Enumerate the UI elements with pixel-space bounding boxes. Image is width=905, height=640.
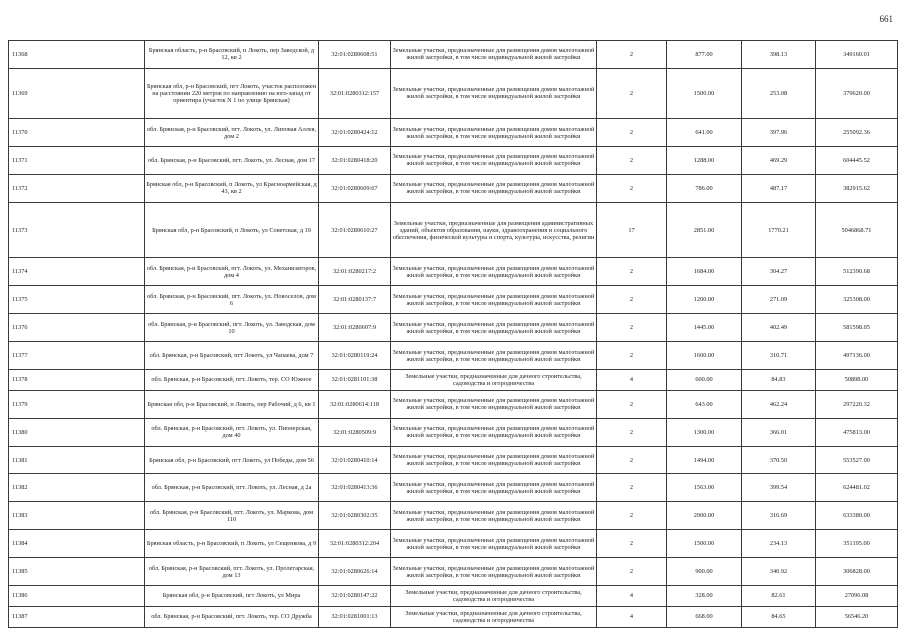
address-cell: Брянская область, р-н Брасовский, п Локоть, пер Заводской, д 12, кв 2	[145, 41, 319, 69]
address-cell: обл. Брянская, р-н Брасовский, пгт. Локоть, тер. СО Дружба	[145, 606, 319, 627]
cadastral-value-cell: 255092.36	[816, 119, 898, 147]
address-cell: обл. Брянская, р-н Брасовский, пгт. Локоть, ул. Новоселов, дом 6	[145, 286, 319, 314]
use-code-cell: 2	[597, 390, 667, 418]
row-number: 11380	[9, 418, 145, 446]
cadastral-value-cell: 382915.62	[816, 174, 898, 202]
area-cell: 1300.00	[667, 418, 742, 446]
specific-value-cell: 1770.21	[742, 202, 816, 258]
address-cell: Брянская область, р-н Брасовский, п Локоть, ул Сещенкова, д 9	[145, 530, 319, 558]
cadastral-value-cell: 297220.32	[816, 390, 898, 418]
cadastral-value-cell: 512390.68	[816, 258, 898, 286]
land-use-cell: Земельные участки, предназначенные для размещения домов малоэтажной жилой застройки, в том числе индивидуальной жилой застройки	[391, 390, 597, 418]
row-number: 11384	[9, 530, 145, 558]
address-cell: Брянская обл, р-н Брасовский, п Локоть, ул Красноармейская, д 43, кв 2	[145, 174, 319, 202]
area-cell: 2851.00	[667, 202, 742, 258]
address-cell: обл. Брянская, р-н Брасовский, пгт Локоть, ул Чапаева, дом 7	[145, 342, 319, 370]
area-cell: 1500.00	[667, 530, 742, 558]
cadastral-value-cell: 633380.00	[816, 502, 898, 530]
land-use-cell: Земельные участки, предназначенные для размещения домов малоэтажной жилой застройки, в том числе индивидуальной жилой застройки	[391, 68, 597, 118]
area-cell: 668.00	[667, 606, 742, 627]
use-code-cell: 17	[597, 202, 667, 258]
row-number: 11382	[9, 474, 145, 502]
row-number: 11377	[9, 342, 145, 370]
land-use-cell: Земельные участки, предназначенные для размещения домов малоэтажной жилой застройки, в том числе индивидуальной жилой застройки	[391, 530, 597, 558]
use-code-cell: 4	[597, 606, 667, 627]
table-row	[9, 202, 898, 258]
cadastral-number-cell: 32:01:0280217:2	[319, 258, 391, 286]
table-row	[9, 502, 898, 530]
area-cell: 1600.00	[667, 342, 742, 370]
use-code-cell: 4	[597, 369, 667, 390]
row-number: 11372	[9, 174, 145, 202]
cadastral-value-cell: 351195.00	[816, 530, 898, 558]
cadastral-number-cell: 32:01:0280312:204	[319, 530, 391, 558]
use-code-cell: 2	[597, 558, 667, 586]
cadastral-number-cell: 32:01:0280302:35	[319, 502, 391, 530]
address-cell: обл. Брянская, р-н Брасовский, пгт. Локоть, ул. Пролетарская, дом 13	[145, 558, 319, 586]
cadastral-number-cell: 32:01:0280614:118	[319, 390, 391, 418]
specific-value-cell: 84.65	[742, 606, 816, 627]
cadastral-number-cell: 32:01:0280119:24	[319, 342, 391, 370]
table-row	[9, 119, 898, 147]
table-row	[9, 342, 898, 370]
row-number: 11371	[9, 146, 145, 174]
address-cell: обл. Брянская, р-н Брасовский, пгт. Локоть, ул. Механизаторов, дом 4	[145, 258, 319, 286]
table-row	[9, 474, 898, 502]
area-cell: 2000.00	[667, 502, 742, 530]
specific-value-cell: 234.13	[742, 530, 816, 558]
cadastral-value-cell: 306828.00	[816, 558, 898, 586]
address-cell: обл. Брянская, р-н Брасовский, пгт. Локоть, ул. Пионерская, дом 40	[145, 418, 319, 446]
land-use-cell: Земельные участки, предназначенные для размещения домов малоэтажной жилой застройки, в том числе индивидуальной жилой застройки	[391, 41, 597, 69]
row-number: 11375	[9, 286, 145, 314]
land-use-cell: Земельные участки, предназначенные для размещения административных зданий, объектов образования, науки, здравоохранения и социального обеспечения, физической культуры и спорта, культуры, искусства, религии	[391, 202, 597, 258]
land-use-cell: Земельные участки, предназначенные для размещения домов малоэтажной жилой застройки, в том числе индивидуальной жилой застройки	[391, 418, 597, 446]
address-cell: обл. Брянская, р-н Брасовский, пгт. Локоть, ул. Лесная, д 2а	[145, 474, 319, 502]
cadastral-number-cell: 32:01:0280607:9	[319, 314, 391, 342]
use-code-cell: 2	[597, 446, 667, 474]
use-code-cell: 2	[597, 41, 667, 69]
cadastral-value-cell: 50898.00	[816, 369, 898, 390]
specific-value-cell: 462.24	[742, 390, 816, 418]
cadastral-number-cell: 32:01:0280147:22	[319, 585, 391, 606]
cadastral-number-cell: 32:01:0280413:36	[319, 474, 391, 502]
use-code-cell: 2	[597, 474, 667, 502]
area-cell: 600.00	[667, 369, 742, 390]
land-use-cell: Земельные участки, предназначенные для размещения домов малоэтажной жилой застройки, в том числе индивидуальной жилой застройки	[391, 258, 597, 286]
area-cell: 1200.00	[667, 286, 742, 314]
specific-value-cell: 304.27	[742, 258, 816, 286]
cadastral-number-cell: 32:01:0280608:51	[319, 41, 391, 69]
land-use-cell: Земельные участки, предназначенные для размещения домов малоэтажной жилой застройки, в том числе индивидуальной жилой застройки	[391, 174, 597, 202]
table-row	[9, 446, 898, 474]
table-row	[9, 286, 898, 314]
page-number: 661	[879, 14, 893, 24]
cadastral-number-cell: 32:01:0280418:20	[319, 146, 391, 174]
table-row	[9, 390, 898, 418]
table-row	[9, 258, 898, 286]
land-use-cell: Земельные участки, предназначенные для размещения домов малоэтажной жилой застройки, в том числе индивидуальной жилой застройки	[391, 286, 597, 314]
land-use-cell: Земельные участки, предназначенные для размещения домов малоэтажной жилой застройки, в том числе индивидуальной жилой застройки	[391, 146, 597, 174]
table-row	[9, 418, 898, 446]
area-cell: 1563.00	[667, 474, 742, 502]
use-code-cell: 2	[597, 68, 667, 118]
specific-value-cell: 310.71	[742, 342, 816, 370]
address-cell: обл. Брянская, р-н Брасовский, пгт. Локоть, тер. СО Южное	[145, 369, 319, 390]
row-number: 11374	[9, 258, 145, 286]
row-number: 11386	[9, 585, 145, 606]
land-use-cell: Земельные участки, предназначенные для дачного строительства, садоводства и огородничества	[391, 585, 597, 606]
use-code-cell: 2	[597, 174, 667, 202]
land-use-cell: Земельные участки, предназначенные для размещения домов малоэтажной жилой застройки, в том числе индивидуальной жилой застройки	[391, 314, 597, 342]
use-code-cell: 2	[597, 286, 667, 314]
cadastral-value-cell: 624481.02	[816, 474, 898, 502]
cadastral-value-cell: 497136.00	[816, 342, 898, 370]
row-number: 11373	[9, 202, 145, 258]
row-number: 11370	[9, 119, 145, 147]
row-number: 11379	[9, 390, 145, 418]
use-code-cell: 2	[597, 258, 667, 286]
use-code-cell: 2	[597, 119, 667, 147]
table-row	[9, 146, 898, 174]
row-number: 11385	[9, 558, 145, 586]
table-row	[9, 174, 898, 202]
row-number: 11383	[9, 502, 145, 530]
area-cell: 1494.00	[667, 446, 742, 474]
specific-value-cell: 316.69	[742, 502, 816, 530]
address-cell: Брянская обл, р-н Брасовский, п Локоть, пер Рабочий, д 6, кв 1	[145, 390, 319, 418]
land-use-cell: Земельные участки, предназначенные для размещения домов малоэтажной жилой застройки, в том числе индивидуальной жилой застройки	[391, 446, 597, 474]
cadastral-number-cell: 32:01:0281101:38	[319, 369, 391, 390]
cadastral-number-cell: 32:01:0280626:14	[319, 558, 391, 586]
area-cell: 1500.00	[667, 68, 742, 118]
row-number: 11381	[9, 446, 145, 474]
land-use-cell: Земельные участки, предназначенные для размещения домов малоэтажной жилой застройки, в том числе индивидуальной жилой застройки	[391, 474, 597, 502]
cadastral-value-cell: 56546.20	[816, 606, 898, 627]
specific-value-cell: 84.83	[742, 369, 816, 390]
cadastral-number-cell: 32:01:0280509:9	[319, 418, 391, 446]
area-cell: 641.00	[667, 119, 742, 147]
area-cell: 643.00	[667, 390, 742, 418]
specific-value-cell: 402.49	[742, 314, 816, 342]
row-number: 11378	[9, 369, 145, 390]
cadastral-value-cell: 349160.01	[816, 41, 898, 69]
specific-value-cell: 271.09	[742, 286, 816, 314]
specific-value-cell: 340.92	[742, 558, 816, 586]
cadastral-value-cell: 5046868.71	[816, 202, 898, 258]
use-code-cell: 4	[597, 585, 667, 606]
cadastral-number-cell: 32:01:0280610:27	[319, 202, 391, 258]
specific-value-cell: 399.54	[742, 474, 816, 502]
cadastral-value-cell: 553527.00	[816, 446, 898, 474]
land-use-cell: Земельные участки, предназначенные для дачного строительства, садоводства и огородничества	[391, 369, 597, 390]
address-cell: Брянская обл, р-н Брасовский, п Локоть, ул Советская, д 19	[145, 202, 319, 258]
address-cell: обл. Брянская, р-н Брасовский, пгт. Локоть, ул. Заводская, дом 10	[145, 314, 319, 342]
area-cell: 900.00	[667, 558, 742, 586]
table-row	[9, 530, 898, 558]
use-code-cell: 2	[597, 418, 667, 446]
specific-value-cell: 487.17	[742, 174, 816, 202]
use-code-cell: 2	[597, 314, 667, 342]
specific-value-cell: 370.50	[742, 446, 816, 474]
cadastral-value-cell: 581598.05	[816, 314, 898, 342]
table-row	[9, 314, 898, 342]
cadastral-number-cell: 32:01:0280410:14	[319, 446, 391, 474]
address-cell: Брянская обл, р-н Брасовский, пгт Локоть, ул Мира	[145, 585, 319, 606]
row-number: 11387	[9, 606, 145, 627]
land-use-cell: Земельные участки, предназначенные для размещения домов малоэтажной жилой застройки, в том числе индивидуальной жилой застройки	[391, 558, 597, 586]
area-cell: 328.00	[667, 585, 742, 606]
cadastral-number-cell: 32:01:0280137:7	[319, 286, 391, 314]
area-cell: 877.00	[667, 41, 742, 69]
cadastral-number-cell: 32:01:0280424:12	[319, 119, 391, 147]
specific-value-cell: 469.29	[742, 146, 816, 174]
specific-value-cell: 82.61	[742, 585, 816, 606]
cadastral-number-cell: 32:01:0280609:67	[319, 174, 391, 202]
area-cell: 786.00	[667, 174, 742, 202]
cadastral-value-cell: 379620.00	[816, 68, 898, 118]
specific-value-cell: 398.13	[742, 41, 816, 69]
row-number: 11369	[9, 68, 145, 118]
row-number: 11376	[9, 314, 145, 342]
table-row	[9, 68, 898, 118]
cadastral-value-table	[8, 40, 898, 628]
area-cell: 1445.00	[667, 314, 742, 342]
use-code-cell: 2	[597, 146, 667, 174]
cadastral-value-cell: 325308.00	[816, 286, 898, 314]
cadastral-value-cell: 27096.08	[816, 585, 898, 606]
address-cell: Брянская обл, р-н Брасовский, пгт Локоть, участок расположен на расстоянии 220 метров по направлению на юго-запад от ориентира (участок N 1 по улице Брянская)	[145, 68, 319, 118]
address-cell: обл. Брянская, р-н Брасовский, пгт. Локоть, ул. Лесная, дом 17	[145, 146, 319, 174]
specific-value-cell: 397.96	[742, 119, 816, 147]
address-cell: обл. Брянская, р-н Брасовский, пгт. Локоть, ул. Маркова, дом 110	[145, 502, 319, 530]
land-use-cell: Земельные участки, предназначенные для размещения домов малоэтажной жилой застройки, в том числе индивидуальной жилой застройки	[391, 119, 597, 147]
cadastral-value-cell: 475813.00	[816, 418, 898, 446]
address-cell: Брянская обл, р-н Брасовский, пгт Локоть, ул Победы, дом 56	[145, 446, 319, 474]
row-number: 11368	[9, 41, 145, 69]
land-use-cell: Земельные участки, предназначенные для размещения домов малоэтажной жилой застройки, в том числе индивидуальной жилой застройки	[391, 342, 597, 370]
use-code-cell: 2	[597, 530, 667, 558]
use-code-cell: 2	[597, 502, 667, 530]
use-code-cell: 2	[597, 342, 667, 370]
area-cell: 1684.00	[667, 258, 742, 286]
specific-value-cell: 366.01	[742, 418, 816, 446]
table-row	[9, 585, 898, 606]
table-row	[9, 369, 898, 390]
table-row	[9, 41, 898, 69]
address-cell: обл. Брянская, р-н Брасовский, пгт. Локоть, ул. Липовая Аллея, дом 2	[145, 119, 319, 147]
table-row	[9, 606, 898, 627]
specific-value-cell: 253.08	[742, 68, 816, 118]
land-use-cell: Земельные участки, предназначенные для дачного строительства, садоводства и огородничества	[391, 606, 597, 627]
cadastral-number-cell: 32:01:0280312:157	[319, 68, 391, 118]
cadastral-number-cell: 32:01:0281001:13	[319, 606, 391, 627]
area-cell: 1288.00	[667, 146, 742, 174]
cadastral-value-cell: 604445.52	[816, 146, 898, 174]
table-row	[9, 558, 898, 586]
land-use-cell: Земельные участки, предназначенные для размещения домов малоэтажной жилой застройки, в том числе индивидуальной жилой застройки	[391, 502, 597, 530]
